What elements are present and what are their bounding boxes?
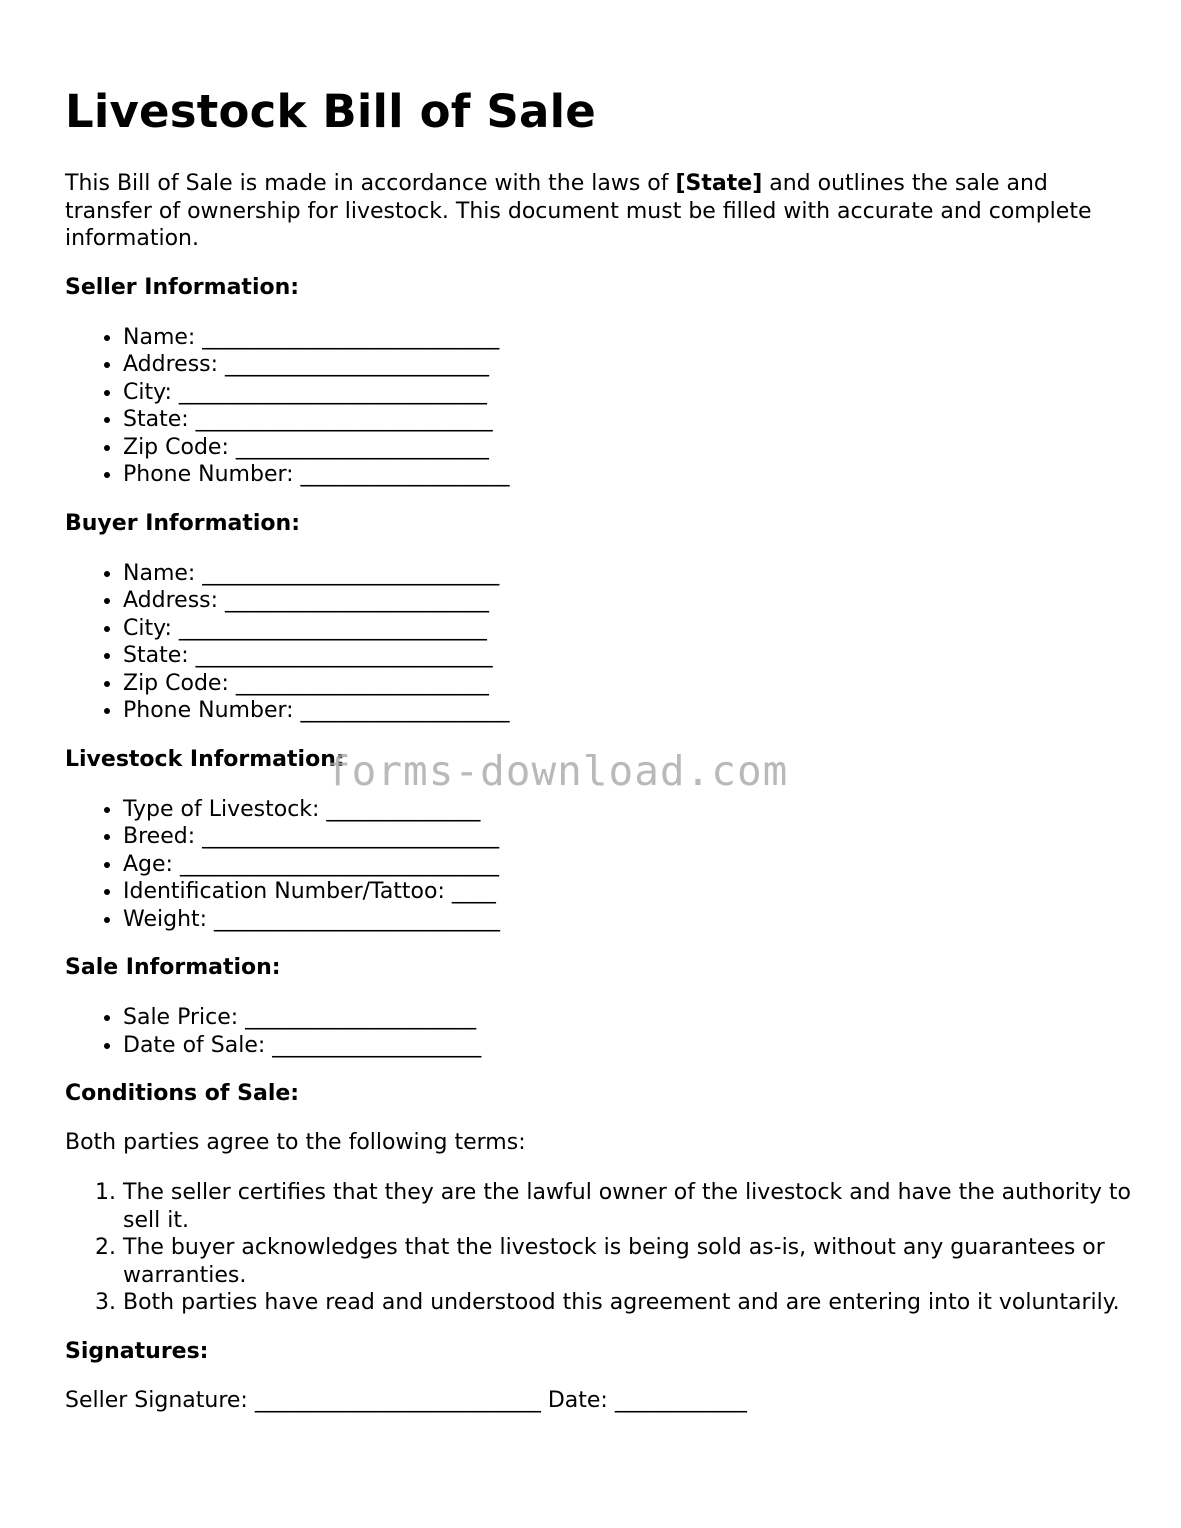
conditions-heading: Conditions of Sale: bbox=[65, 1081, 300, 1106]
sale-date-field[interactable]: • Date of Sale: ___________________ bbox=[123, 1032, 1135, 1060]
buyer-phone-field[interactable]: • Phone Number: ___________________ bbox=[123, 697, 1135, 725]
livestock-heading: Livestock Information: bbox=[65, 746, 345, 772]
seller-state-field[interactable]: • State: ___________________________ bbox=[123, 406, 1135, 434]
condition-term: 2. The buyer acknowledges that the livestock is being sold as-is, without any guarantees or warranties. bbox=[123, 1234, 1135, 1289]
buyer-city-field[interactable]: • City: ____________________________ bbox=[123, 615, 1135, 643]
document-page bbox=[65, 0, 1135, 1415]
condition-term: 1. The seller certifies that they are the lawful owner of the livestock and have the authority to sell it. bbox=[123, 1179, 1135, 1234]
livestock-weight-field[interactable]: • Weight: __________________________ bbox=[123, 906, 1135, 934]
state-placeholder: [State] bbox=[675, 171, 763, 196]
livestock-id-field[interactable]: • Identification Number/Tattoo: ____ bbox=[123, 878, 1135, 906]
buyer-state-field[interactable]: • State: ___________________________ bbox=[123, 642, 1135, 670]
seller-signature-line[interactable]: Seller Signature: __________________________ Date: ____________ bbox=[65, 1387, 747, 1413]
buyer-fields bbox=[65, 560, 1135, 725]
livestock-breed-field[interactable]: • Breed: ___________________________ bbox=[123, 823, 1135, 851]
intro-paragraph bbox=[65, 170, 1135, 253]
sale-fields bbox=[65, 1004, 1135, 1059]
livestock-fields bbox=[65, 796, 1135, 934]
buyer-address-field[interactable]: • Address: ________________________ bbox=[123, 587, 1135, 615]
conditions-intro: Both parties agree to the following terms: bbox=[65, 1130, 526, 1155]
conditions-terms bbox=[65, 1179, 1135, 1317]
intro-text-after: and outlines the sale and transfer of ownership for livestock. This document must be filled with accurate and complete information. bbox=[65, 171, 1092, 251]
buyer-name-field[interactable]: • Name: ___________________________ bbox=[123, 560, 1135, 588]
buyer-zip-field[interactable]: • Zip Code: _______________________ bbox=[123, 670, 1135, 698]
watermark: forms-download.com bbox=[326, 747, 789, 795]
seller-heading: Seller Information: bbox=[65, 274, 300, 300]
seller-fields bbox=[65, 324, 1135, 489]
livestock-type-field[interactable]: • Type of Livestock: ______________ bbox=[123, 796, 1135, 824]
signatures-heading: Signatures: bbox=[65, 1338, 209, 1364]
sale-price-field[interactable]: • Sale Price: _____________________ bbox=[123, 1004, 1135, 1032]
buyer-heading: Buyer Information: bbox=[65, 510, 300, 536]
seller-name-field[interactable]: • Name: ___________________________ bbox=[123, 324, 1135, 352]
seller-phone-field[interactable]: • Phone Number: ___________________ bbox=[123, 461, 1135, 489]
livestock-age-field[interactable]: • Age: _____________________________ bbox=[123, 851, 1135, 879]
intro-text-before: This Bill of Sale is made in accordance with the laws of bbox=[65, 171, 676, 196]
document-title: Livestock Bill of Sale bbox=[65, 85, 596, 138]
seller-city-field[interactable]: • City: ____________________________ bbox=[123, 379, 1135, 407]
seller-address-field[interactable]: • Address: ________________________ bbox=[123, 351, 1135, 379]
seller-zip-field[interactable]: • Zip Code: _______________________ bbox=[123, 434, 1135, 462]
condition-term: 3. Both parties have read and understood this agreement and are entering into it voluntarily. bbox=[123, 1289, 1135, 1317]
sale-heading: Sale Information: bbox=[65, 955, 281, 980]
